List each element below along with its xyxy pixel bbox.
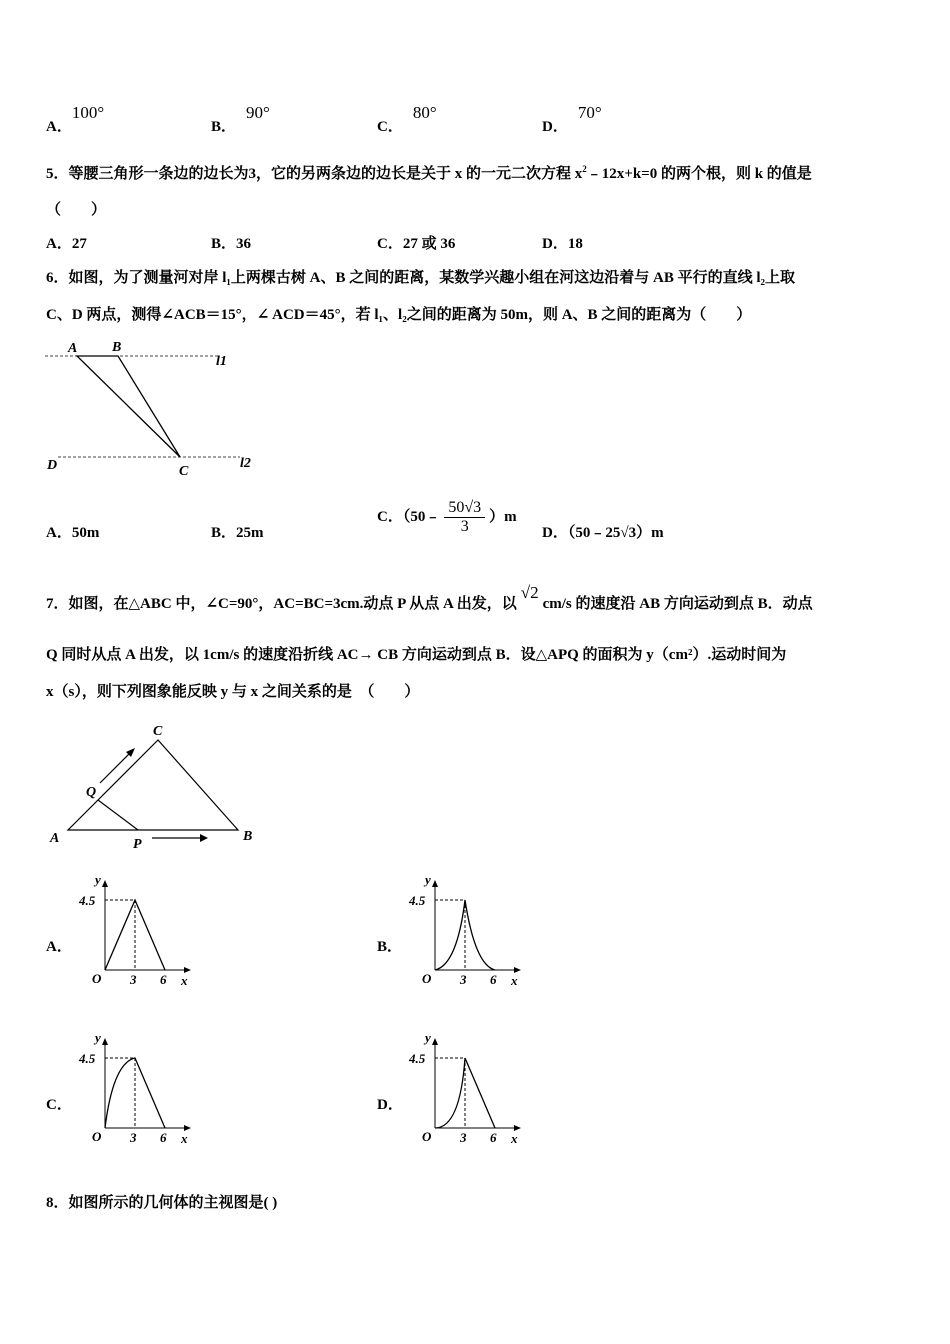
- x-tick-3: 3: [130, 972, 137, 987]
- option-label: A．: [46, 236, 72, 252]
- option-value: 18: [567, 236, 583, 252]
- option-value: 70°: [577, 103, 602, 122]
- q6-option-b: B．25m: [211, 525, 264, 541]
- option-label: A．: [46, 119, 72, 135]
- label-p: P: [133, 837, 142, 852]
- label-b: B: [243, 829, 253, 844]
- q5-text-b: ﹣12x+k=0 的两个根，则 k 的值是: [586, 166, 812, 182]
- option-text: C．（50﹣: [377, 508, 441, 525]
- triangle-abc: [77, 356, 180, 457]
- x-label: x: [181, 973, 188, 988]
- origin-label: O: [92, 1129, 102, 1144]
- denominator: 3: [460, 518, 469, 535]
- x-label: x: [181, 1131, 188, 1146]
- label-l2: l2: [240, 456, 251, 471]
- q7-stem-line3: x（s），则下列图象能反映 y 与 x 之间关系的是 （ ）: [46, 684, 420, 700]
- q4-option-b: [211, 103, 270, 136]
- option-value: 100°: [71, 103, 105, 122]
- label-q: Q: [86, 785, 97, 800]
- y-label: y: [95, 872, 101, 887]
- graph-a: [75, 870, 205, 990]
- label-c: C: [153, 724, 163, 739]
- label-a: A: [68, 341, 78, 356]
- q5-sup: 2: [582, 164, 587, 174]
- x-tick-6: 6: [490, 1130, 497, 1145]
- q8-stem: 8．如图所示的几何体的主视图是( ): [46, 1195, 278, 1211]
- option-value: 90°: [246, 103, 270, 122]
- arrow-q: [100, 751, 132, 783]
- q5-stem: [46, 162, 812, 183]
- graph-option-b: B．: [377, 939, 403, 955]
- q6-stem-line1: 6．如图，为了测量河对岸 l₁上两棵古树 A、B 之间的距离，某数学兴趣小组在河这边沿着与 AB 平行的直线 l₂上取: [46, 270, 796, 286]
- option-label: D．: [542, 236, 568, 252]
- q5-option-b: [211, 232, 251, 253]
- graph-b: [405, 870, 535, 990]
- arrowhead-p: [200, 834, 208, 842]
- option-label: C．: [377, 119, 403, 135]
- option-value: 27: [71, 236, 87, 252]
- y-label: y: [425, 872, 431, 887]
- q7-triangle-figure: [40, 718, 270, 858]
- q6-option-d: D．（50﹣25√3）m: [542, 525, 664, 541]
- option-label: C．: [377, 236, 403, 252]
- q4-option-a: [46, 103, 105, 136]
- x-tick-6: 6: [160, 972, 167, 987]
- q6-option-a: A．50m: [46, 525, 100, 541]
- q5-option-d: [542, 232, 583, 253]
- fraction: [444, 499, 485, 536]
- y-tick: 4.5: [79, 1051, 96, 1066]
- label-a: A: [50, 831, 60, 846]
- option-value: 80°: [412, 103, 437, 122]
- q5-option-c: [377, 232, 455, 253]
- option-label: B．: [211, 236, 237, 252]
- graph-option-c: C．: [46, 1097, 72, 1113]
- y-tick: 4.5: [409, 893, 426, 908]
- y-arrow: [432, 1038, 438, 1045]
- option-label: D．: [542, 119, 568, 135]
- label-b: B: [112, 340, 122, 355]
- origin-label: O: [92, 971, 102, 986]
- segment-pq: [98, 800, 138, 830]
- q5-option-a: [46, 232, 87, 253]
- q6-option-c: [377, 499, 517, 536]
- x-tick-3: 3: [460, 1130, 467, 1145]
- q7-stem-line2: Q 同时从点 A 出发，以 1cm/s 的速度沿折线 AC→ CB 方向运动到点 B．设△APQ 的面积为 y（cm²）.运动时间为: [46, 647, 787, 663]
- graph-d: [405, 1028, 535, 1148]
- label-l1: l1: [216, 354, 227, 369]
- q6-stem-line2: C、D 两点，测得∠ACB＝15°，∠ ACD＝45°，若 l₁、l₂之间的距离为 50m，则 A、B 之间的距离为（ ）: [46, 307, 752, 323]
- graph-option-a: A．: [46, 939, 72, 955]
- sqrt2: √2: [520, 583, 539, 602]
- q6-figure: [40, 335, 270, 485]
- label-d: D: [47, 458, 58, 473]
- q7-text-b: cm/s 的速度沿 AB 方向运动到点 B．动点: [542, 596, 813, 612]
- x-label: x: [511, 973, 518, 988]
- q5-text: 5．等腰三角形一条边的边长为3，它的另两条边的边长是关于 x 的一元二次方程 x: [46, 166, 583, 182]
- x-label: x: [511, 1131, 518, 1146]
- y-tick: 4.5: [79, 893, 96, 908]
- option-text: ）m: [489, 508, 517, 525]
- origin-label: O: [422, 971, 432, 986]
- origin-label: O: [422, 1129, 432, 1144]
- q4-option-d: [542, 103, 602, 136]
- graph-option-d: D．: [377, 1097, 403, 1113]
- q7-stem-line1: [46, 583, 813, 613]
- option-label: B．: [211, 119, 237, 135]
- q4-option-c: [377, 103, 437, 136]
- y-arrow: [102, 880, 108, 887]
- option-value: 27 或 36: [402, 236, 456, 252]
- numerator: 50√3: [444, 499, 485, 518]
- label-c: C: [179, 464, 189, 479]
- q5-answer-blank: （ ）: [46, 202, 107, 218]
- y-label: y: [95, 1030, 101, 1045]
- y-arrow: [102, 1038, 108, 1045]
- x-tick-3: 3: [460, 972, 467, 987]
- x-tick-6: 6: [160, 1130, 167, 1145]
- y-tick: 4.5: [409, 1051, 426, 1066]
- graph-c: [75, 1028, 205, 1148]
- y-label: y: [425, 1030, 431, 1045]
- x-tick-6: 6: [490, 972, 497, 987]
- y-arrow: [432, 880, 438, 887]
- x-tick-3: 3: [130, 1130, 137, 1145]
- q7-text: 7．如图，在△ABC 中，∠C=90°，AC=BC=3cm.动点 P 从点 A 出发，以: [46, 596, 517, 612]
- option-value: 36: [236, 236, 252, 252]
